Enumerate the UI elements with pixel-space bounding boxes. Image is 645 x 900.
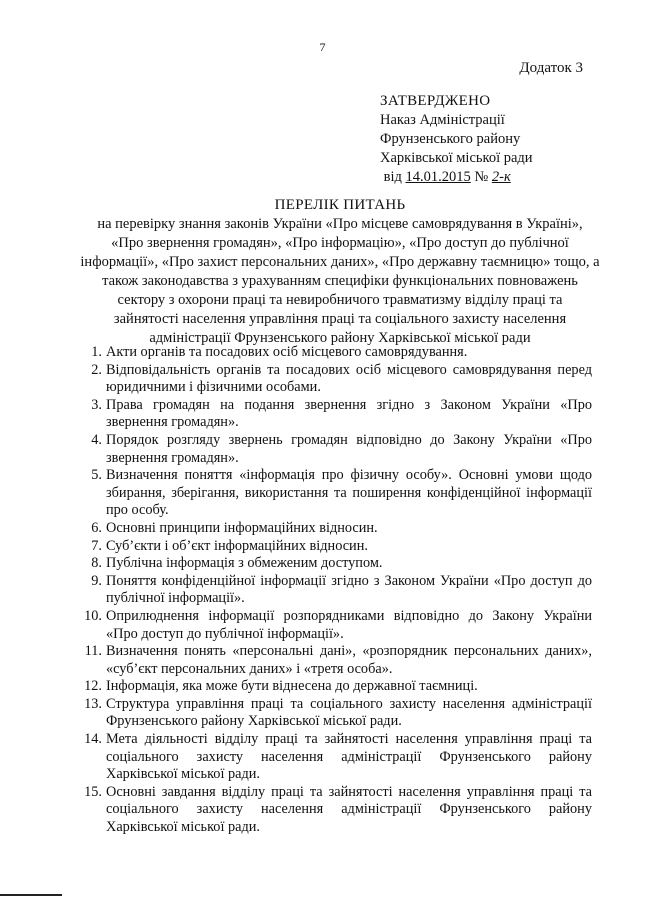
list-item-text: Порядок розгляду звернень громадян відповідно до Закону України «Про звернення громадян». [106, 431, 592, 466]
approval-district-line: Фрунзенського району [380, 131, 521, 147]
approval-block [380, 92, 533, 187]
question-list [80, 344, 592, 837]
list-item-text: Публічна інформація з обмеженим доступом. [106, 555, 383, 572]
list-item-number: 10. [84, 607, 102, 624]
list-item-number: 12. [84, 678, 102, 695]
list-item-number: 9. [91, 572, 102, 589]
subtitle-line: адміністрації Фрунзенського району Харківської міської ради [149, 330, 531, 346]
list-item [80, 573, 592, 608]
approval-council-line: Харківської міської ради [380, 150, 533, 166]
list-item [80, 538, 592, 556]
list-item-number: 4. [91, 431, 102, 448]
date-prefix: від [383, 169, 402, 185]
list-item-text: Поняття конфіденційної інформації згідно з Законом України «Про доступ до публічної інформації». [106, 572, 592, 607]
subtitle-line: сектору з охорони праці та невиробничого травматизму відділу праці та [117, 292, 563, 308]
list-item-number: 14. [84, 731, 102, 748]
list-item-text: Основні завдання відділу праці та зайнятості населення управління праці та соціального захисту населення адміністрації Фрунзенського району Харківської міської ради. [106, 783, 592, 836]
list-item [80, 784, 592, 837]
approval-heading: ЗАТВЕРДЖЕНО [380, 93, 491, 109]
page-number: 7 [319, 40, 326, 54]
list-item [80, 520, 592, 538]
list-item [80, 643, 592, 678]
list-item [80, 397, 592, 432]
list-item-text: Оприлюднення інформації розпорядниками відповідно до Закону України «Про доступ до публічної інформації». [106, 607, 592, 642]
list-item-number: 7. [91, 537, 102, 554]
list-item-text: Відповідальність органів та посадових осіб місцевого самоврядування перед юридичними і фізичними особами. [106, 361, 592, 396]
list-item-number: 1. [91, 344, 102, 360]
list-item [80, 555, 592, 573]
list-item-text: Інформація, яка може бути віднесена до державної таємниці. [106, 678, 478, 695]
subtitle-line: на перевірку знання законів України «Про місцеве самоврядування в Україні», [97, 216, 583, 232]
list-item [80, 362, 592, 397]
list-item-number: 5. [91, 467, 102, 484]
list-item-text: Акти органів та посадових осіб місцевого самоврядування. [106, 344, 468, 360]
approval-number: 2-к [491, 169, 511, 185]
list-item [80, 344, 592, 362]
subtitle-line: інформації», «Про захист персональних даних», «Про державну таємницю» тощо, а [80, 254, 600, 270]
list-item-text: Мета діяльності відділу праці та зайнятості населення управління праці та соціального захисту населення адміністрації Фрунзенського району Харківської міської ради. [106, 731, 592, 783]
list-item [80, 696, 592, 731]
list-item-text: Суб’єкти і об’єкт інформаційних відносин. [106, 537, 368, 554]
list-item-text: Визначення поняття «інформація про фізичну особу». Основні умови щодо збирання, зберігання, використання та поширення конфіденційної інформації про особу. [106, 467, 592, 519]
list-item-text: Основні принципи інформаційних відносин. [106, 519, 378, 536]
list-item [80, 432, 592, 467]
document-title: ПЕРЕЛІК ПИТАНЬ [274, 197, 406, 213]
number-prefix: № [474, 169, 489, 185]
list-item-number: 13. [84, 695, 102, 712]
subtitle-line: зайнятості населення управління праці та соціального захисту населення [113, 311, 567, 327]
list-item-number: 3. [91, 396, 102, 413]
subtitle-line: також законодавства з урахуванням специфіки функціональних повноважень [102, 273, 578, 289]
list-item [80, 467, 592, 520]
list-item-text: Визначення понять «персональні дані», «розпорядник персональних даних», «суб’єкт персональних даних» і «третя особа». [106, 643, 592, 677]
approval-date-line [380, 168, 533, 187]
list-item [80, 608, 592, 643]
list-item-text: Права громадян на подання звернення згідно з Законом України «Про звернення громадян». [106, 396, 592, 431]
list-item [80, 678, 592, 696]
list-item [80, 731, 592, 784]
approval-date: 14.01.2015 [405, 169, 471, 185]
footer-rule [0, 894, 62, 896]
list-item-number: 11. [84, 643, 102, 660]
annex-label: Додаток 3 [519, 60, 583, 76]
list-item-number: 8. [91, 555, 102, 572]
approval-order-line: Наказ Адміністрації [380, 112, 505, 128]
list-item-number: 15. [84, 783, 102, 800]
subtitle-line: «Про звернення громадян», «Про інформацію», «Про доступ до публічної [111, 235, 569, 251]
list-item-text: Структура управління праці та соціального захисту населення адміністрації Фрунзенського району Харківської міської ради. [106, 695, 592, 730]
list-item-number: 6. [91, 519, 102, 536]
title-block [80, 196, 600, 348]
list-item-number: 2. [91, 361, 102, 378]
document-subtitle [80, 215, 600, 348]
